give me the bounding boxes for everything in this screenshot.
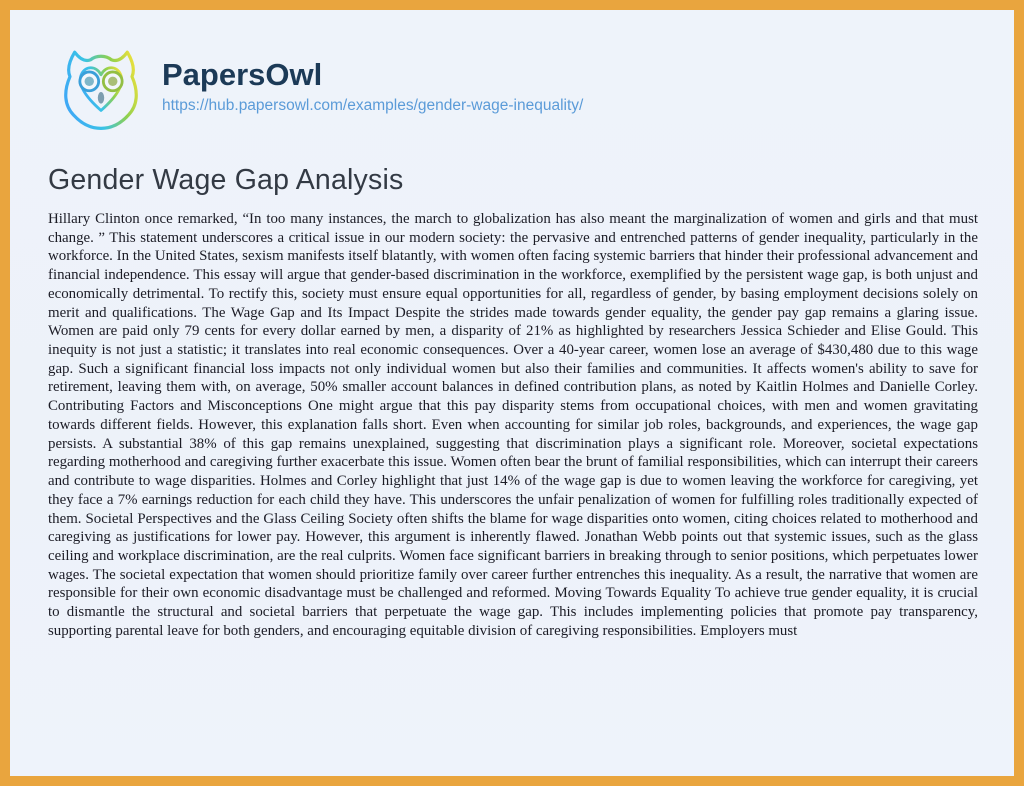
brand-name: PapersOwl — [162, 56, 323, 92]
papersowl-logo — [54, 40, 148, 134]
owl-icon — [54, 40, 148, 134]
brand-block — [162, 55, 583, 116]
essay-body-text: Hillary Clinton once remarked, “In too many instances, the march to globalization has also meant the marginalization of women and girls and that must change. ” This statement underscores a critical issue in our modern society: the pervasive and entrenched patterns of gender inequality, particularly in the workforce. In the United States, sexism manifests itself blatantly, with women often facing systemic barriers that hinder their professional advancement and financial independence. This essay will argue that gender-based discrimination in the workforce, exemplified by the persistent wage gap, is both unjust and economically detrimental. To rectify this, society must ensure equal opportunities for all, regardless of gender, by basing employment decisions solely on merit and qualifications. The Wage Gap and Its Impact Despite the strides made towards gender equality, the gender pay gap remains a glaring issue. Women are paid only 79 cents for every dollar earned by men, a disparity of 21% as highlighted by researchers Jessica Schieder and Elise Gould. This inequity is not just a statistic; it translates into real economic consequences. Over a 40-year career, women lose an average of $430,480 due to this wage gap. Such a significant financial loss impacts not only individual women but also their families and communities. It affects women's ability to save for retirement, leaving them with, on average, 50% smaller account balances in defined contribution plans, as noted by Kaitlin Holmes and Danielle Corley. Contributing Factors and Misconceptions One might argue that this pay disparity stems from occupational choices, with men and women gravitating towards different fields. However, this explanation falls short. Even when accounting for similar job roles, backgrounds, and experiences, the wage gap persists. A substantial 38% of this gap remains unexplained, suggesting that discrimination plays a significant role. Moreover, societal expectations regarding motherhood and caregiving further exacerbate this issue. Women often bear the brunt of familial responsibilities, which can interrupt their careers and contribute to wage disparities. Holmes and Corley highlight that just 14% of the wage gap is due to women leaving the workforce for caregiving, yet they face a 7% earnings reduction for each child they have. This underscores the unfair penalization of women for fulfilling roles traditionally expected of them. Societal Perspectives and the Glass Ceiling Society often shifts the blame for wage disparities onto women, citing choices related to motherhood and caregiving as justifications for lower pay. However, this argument is inherently flawed. Jonathan Webb points out that systemic issues, such as the glass ceiling and workplace discrimination, are the real culprits. Women face significant barriers in breaking through to senior positions, which perpetuates lower wages. The societal expectation that women should prioritize family over career further entrenches this inequality. As a result, the narrative that women are responsible for their own economic disadvantage must be challenged and reformed. Moving Towards Equality To achieve true gender equality, it is crucial to dismantle the structural and societal barriers that perpetuate the wage gap. This includes implementing policies that promote pay transparency, supporting parental leave for both genders, and encouraging equitable division of caregiving responsibilities. Employers must — [48, 211, 978, 639]
essay-article — [10, 164, 1014, 641]
page-header — [10, 10, 1014, 140]
source-url-link[interactable]: https://hub.papersowl.com/examples/gender-wage-inequality/ — [162, 97, 584, 115]
essay-title: Gender Wage Gap Analysis — [48, 164, 404, 196]
